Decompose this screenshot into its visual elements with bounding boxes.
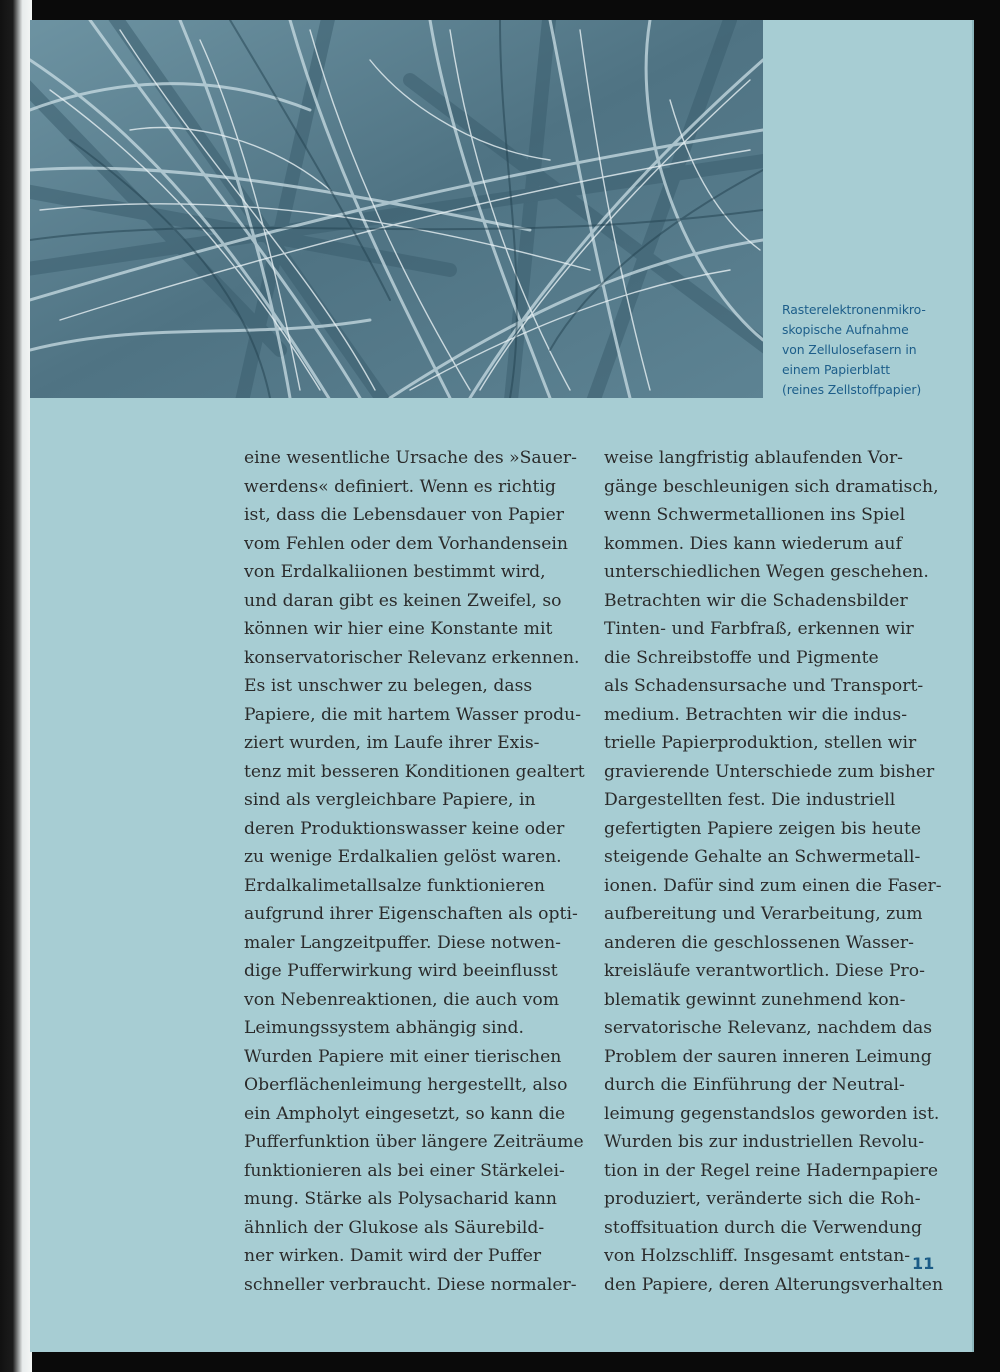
text-line: und daran gibt es keinen Zweifel, so xyxy=(244,590,562,611)
text-line: zu wenige Erdalkalien gelöst waren. xyxy=(244,847,562,867)
caption-line: skopische Aufnahme xyxy=(782,322,909,337)
text-line: als Schadensursache und Transport- xyxy=(604,676,924,696)
text-line: können wir hier eine Konstante mit xyxy=(244,619,553,639)
page xyxy=(30,20,974,1352)
caption-line: Rasterelektronenmikro- xyxy=(782,302,926,317)
text-line: eine wesentliche Ursache des »Sauer- xyxy=(244,448,577,468)
text-line: funktionieren als bei einer Stärkelei- xyxy=(244,1160,565,1181)
text-line: tion in der Regel reine Hadernpapiere xyxy=(604,1160,939,1181)
cellulose-fibers-icon xyxy=(30,20,763,398)
text-line: sind als vergleichbare Papiere, in xyxy=(244,790,536,810)
text-line: Tinten- und Farbfraß, erkennen wir xyxy=(604,619,914,639)
text-line: schneller verbraucht. Diese normaler- xyxy=(244,1274,577,1295)
text-line: steigende Gehalte an Schwermetall- xyxy=(604,847,921,867)
text-line: Oberflächenleimung hergestellt, also xyxy=(244,1075,568,1095)
text-line: Wurden bis zur industriellen Revolu- xyxy=(604,1132,925,1152)
text-line: Betrachten wir die Schadensbilder xyxy=(604,590,908,611)
text-line: trielle Papierproduktion, stellen wir xyxy=(604,733,917,753)
caption-line: (reines Zellstoffpapier) xyxy=(782,382,922,397)
text-line: konservatorischer Relevanz erkennen. xyxy=(244,647,580,668)
text-line: gänge beschleunigen sich dramatisch, xyxy=(604,476,939,497)
text-line: Wurden Papiere mit einer tierischen xyxy=(244,1046,562,1067)
right-text-column xyxy=(604,444,949,1299)
caption-line: einem Papierblatt xyxy=(782,362,891,377)
text-line: tenz mit besseren Konditionen gealtert xyxy=(244,761,585,782)
page-number: 11 xyxy=(912,1254,935,1273)
fiber-micrograph-image xyxy=(30,20,763,398)
text-line: weise langfristig ablaufenden Vor- xyxy=(604,448,903,468)
figure-caption xyxy=(782,300,972,400)
text-line: von Holzschliff. Insgesamt entstan- xyxy=(604,1246,911,1266)
caption-line: von Zellulosefasern in xyxy=(782,342,917,357)
text-line: kreisläufe verantwortlich. Diese Pro- xyxy=(604,961,925,981)
text-line: ähnlich der Glukose als Säurebild- xyxy=(244,1217,545,1238)
text-line: gefertigten Papiere zeigen bis heute xyxy=(604,818,922,839)
text-line: medium. Betrachten wir die indus- xyxy=(604,704,908,725)
text-line: ein Ampholyt eingesetzt, so kann die xyxy=(244,1103,566,1124)
text-line: durch die Einführung der Neutral- xyxy=(604,1075,905,1095)
text-line: Papiere, die mit hartem Wasser produ- xyxy=(244,704,582,725)
text-line: werdens« definiert. Wenn es richtig xyxy=(244,476,556,497)
text-line: maler Langzeitpuffer. Diese notwen- xyxy=(244,932,561,953)
text-line: blematik gewinnt zunehmend kon- xyxy=(604,989,906,1010)
text-line: Dargestellten fest. Die industriell xyxy=(604,790,896,810)
text-line: servatorische Relevanz, nachdem das xyxy=(604,1018,933,1038)
text-line: Problem der sauren inneren Leimung xyxy=(604,1046,932,1067)
text-line: aufgrund ihrer Eigenschaften als opti- xyxy=(244,904,578,924)
text-line: ist, dass die Lebensdauer von Papier xyxy=(244,505,564,525)
text-line: wenn Schwermetallionen ins Spiel xyxy=(604,505,906,525)
text-line: gravierende Unterschiede zum bisher xyxy=(604,761,935,782)
text-line: Pufferfunktion über längere Zeiträume xyxy=(244,1132,584,1152)
text-line: anderen die geschlossenen Wasser- xyxy=(604,932,914,953)
book-spine xyxy=(0,0,32,1372)
text-line: ziert wurden, im Laufe ihrer Exis- xyxy=(244,733,540,753)
text-line: unterschiedlichen Wegen geschehen. xyxy=(604,562,929,582)
text-line: aufbereitung und Verarbeitung, zum xyxy=(604,904,923,924)
text-line: leimung gegenstandslos geworden ist. xyxy=(604,1103,940,1124)
text-line: ionen. Dafür sind zum einen die Faser- xyxy=(604,875,942,896)
text-line: von Erdalkaliionen bestimmt wird, xyxy=(244,562,546,582)
text-line: Leimungssystem abhängig sind. xyxy=(244,1018,524,1038)
left-text-column xyxy=(244,444,585,1299)
text-line: stoffsituation durch die Verwendung xyxy=(604,1217,923,1238)
text-line: deren Produktionswasser keine oder xyxy=(244,818,565,839)
text-line: Es ist unschwer zu belegen, dass xyxy=(244,676,533,696)
text-line: Erdalkalimetallsalze funktionieren xyxy=(244,875,545,896)
text-line: kommen. Dies kann wiederum auf xyxy=(604,533,902,554)
text-line: vom Fehlen oder dem Vorhandensein xyxy=(244,533,568,554)
text-line: die Schreibstoffe und Pigmente xyxy=(604,647,879,668)
text-line: produziert, veränderte sich die Roh- xyxy=(604,1189,921,1209)
text-line: ner wirken. Damit wird der Puffer xyxy=(244,1246,542,1266)
text-line: dige Pufferwirkung wird beeinflusst xyxy=(244,961,558,981)
text-line: von Nebenreaktionen, die auch vom xyxy=(244,989,560,1010)
text-line: den Papiere, deren Alterungsverhalten xyxy=(604,1274,944,1295)
text-line: mung. Stärke als Polysacharid kann xyxy=(244,1189,557,1209)
